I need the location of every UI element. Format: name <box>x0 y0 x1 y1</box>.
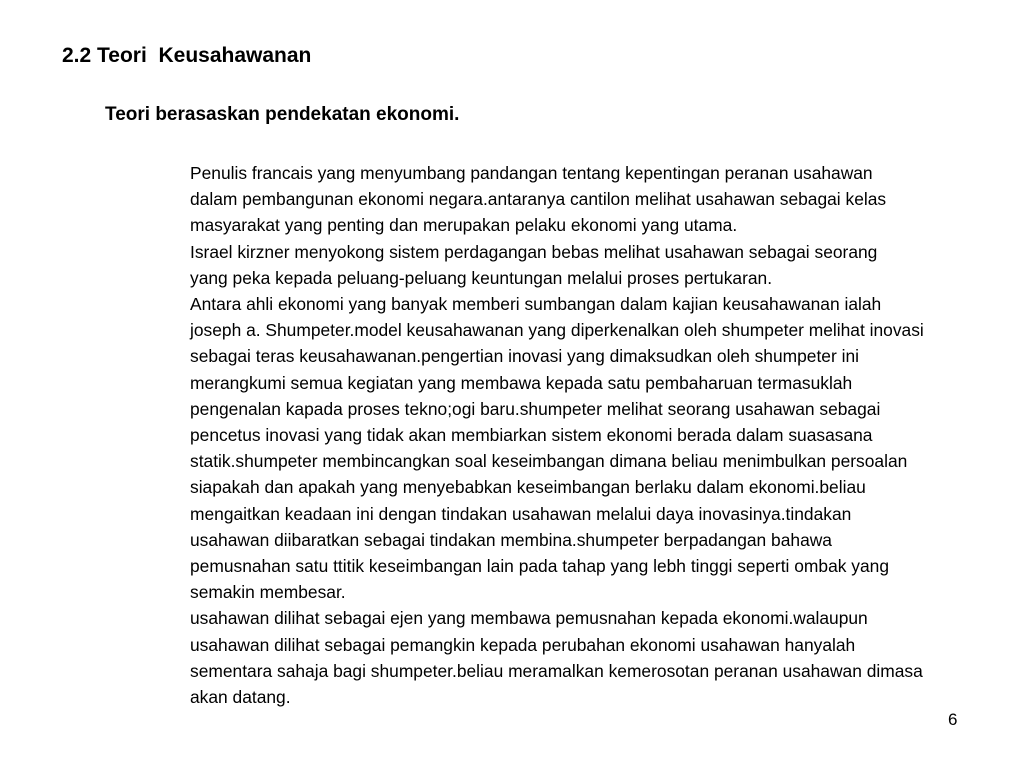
paragraph-line: merangkumi semua kegiatan yang membawa kepada satu pembaharuan termasuklah <box>190 372 853 393</box>
paragraph-line: usahawan diibaratkan sebagai tindakan membina.shumpeter berpadangan bahawa <box>190 529 832 550</box>
paragraph-line: pengenalan kapada proses tekno;ogi baru.shumpeter melihat seorang usahawan sebagai <box>190 398 881 419</box>
paragraph-line: pemusnahan satu ttitik keseimbangan lain pada tahap yang lebh tinggi seperti ombak yang <box>190 556 889 577</box>
paragraph-line: usahawan dilihat sebagai ejen yang membawa pemusnahan kepada ekonomi.walaupun <box>190 608 868 629</box>
paragraph-destruction <box>138 605 986 710</box>
paragraph-kirzner <box>138 239 986 291</box>
paragraph-line: mengaitkan keadaan ini dengan tindakan usahawan melalui daya inovasinya.tindakan <box>190 503 852 524</box>
paragraph-line: masyarakat yang penting dan merupakan pelaku ekonomi yang utama. <box>190 215 738 236</box>
paragraph-line: statik.shumpeter membincangkan soal keseimbangan dimana beliau menimbulkan persoalan <box>190 451 908 472</box>
paragraph-line: Penulis francais yang menyumbang pandangan tentang kepentingan peranan usahawan <box>190 163 873 183</box>
paragraph-line: Israel kirzner menyokong sistem perdagangan bebas melihat usahawan sebagai seorang <box>190 241 878 262</box>
page-number: 6 <box>948 710 958 729</box>
subheading: Teori berasaskan pendekatan ekonomi. <box>105 104 460 125</box>
paragraph-line: siapakah dan apakah yang menyebabkan keseimbangan berlaku dalam ekonomi.beliau <box>190 477 866 498</box>
paragraph-line: dalam pembangunan ekonomi negara.antaranya cantilon melihat usahawan sebagai kelas <box>190 189 887 210</box>
paragraph-cantillon <box>138 160 986 239</box>
paragraph-line: yang peka kepada peluang-peluang keuntungan melalui proses pertukaran. <box>190 267 773 288</box>
paragraph-line: sementara sahaja bagi shumpeter.beliau meramalkan kemerosotan peranan usahawan dimasa <box>190 660 923 681</box>
paragraph-schumpeter <box>138 291 986 605</box>
body-text <box>138 160 986 710</box>
paragraph-line: akan datang. <box>190 687 291 708</box>
paragraph-line: joseph a. Shumpeter.model keusahawanan yang diperkenalkan oleh shumpeter melihat inovasi <box>190 320 924 341</box>
paragraph-line: pencetus inovasi yang tidak akan membiarkan sistem ekonomi berada dalam suasasana <box>190 425 873 446</box>
paragraph-line: usahawan dilihat sebagai pemangkin kepada perubahan ekonomi usahawan hanyalah <box>190 634 856 655</box>
paragraph-line: sebagai teras keusahawanan.pengertian inovasi yang dimaksudkan oleh shumpeter ini <box>190 346 860 367</box>
section-title: 2.2 Teori Keusahawanan <box>62 44 312 67</box>
paragraph-line: semakin membesar. <box>190 582 346 603</box>
paragraph-line: Antara ahli ekonomi yang banyak memberi sumbangan dalam kajian keusahawanan ialah <box>190 294 882 315</box>
